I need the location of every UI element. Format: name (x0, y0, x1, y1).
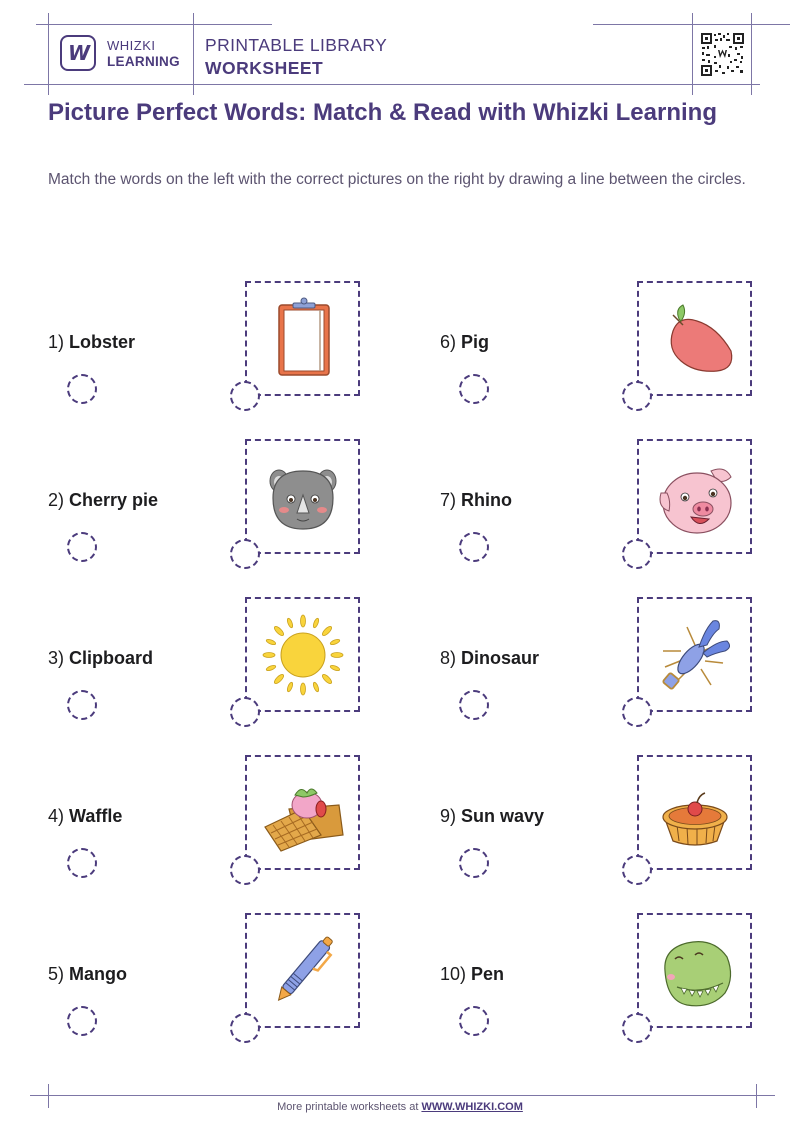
word-item-8 (440, 648, 539, 669)
header-mid-divider (193, 13, 194, 95)
logo-glyph: W (67, 41, 89, 65)
item-number: 2) (48, 490, 65, 510)
whizki-logo-icon (60, 35, 96, 71)
worksheet-label: WORKSHEET (205, 58, 324, 78)
pig-icon (651, 453, 739, 541)
picture-match-circle-2[interactable] (230, 539, 260, 569)
word-match-circle-7[interactable] (459, 532, 489, 562)
pen-icon (259, 927, 347, 1015)
item-word: Dinosaur (461, 648, 540, 668)
library-label: PRINTABLE LIBRARY (205, 35, 388, 55)
picture-box-10 (637, 913, 752, 1028)
picture-match-circle-6[interactable] (622, 381, 652, 411)
footer (0, 1101, 800, 1113)
item-word: Sun wavy (461, 806, 545, 826)
item-number: 5) (48, 964, 65, 984)
word-item-6 (440, 332, 489, 353)
item-word: Rhino (461, 490, 513, 510)
picture-box-9 (637, 755, 752, 870)
sun-icon (259, 611, 347, 699)
item-number: 4) (48, 806, 65, 826)
item-word: Lobster (69, 332, 136, 352)
picture-box-7 (637, 439, 752, 554)
header-qr-left-divider (692, 13, 693, 95)
item-word: Pig (461, 332, 490, 352)
qr-code-icon (700, 32, 745, 77)
word-match-circle-2[interactable] (67, 532, 97, 562)
header-bottom-rule (24, 84, 760, 85)
header-left-divider (48, 13, 49, 95)
word-match-circle-6[interactable] (459, 374, 489, 404)
item-word: Waffle (69, 806, 123, 826)
item-number: 1) (48, 332, 65, 352)
header-top-rule (36, 24, 272, 25)
picture-box-6 (637, 281, 752, 396)
item-number: 9) (440, 806, 457, 826)
footer-text: More printable worksheets at (277, 1101, 422, 1113)
page-title: Picture Perfect Words: Match & Read with Whizki Learning (48, 99, 717, 126)
item-word: Pen (471, 964, 505, 984)
picture-match-circle-4[interactable] (230, 855, 260, 885)
word-item-7 (440, 490, 512, 511)
item-word: Mango (69, 964, 128, 984)
item-word: Cherry pie (69, 490, 159, 510)
rhino-icon (259, 453, 347, 541)
word-match-circle-5[interactable] (67, 1006, 97, 1036)
word-match-circle-9[interactable] (459, 848, 489, 878)
word-item-3 (48, 648, 153, 669)
brand-name: WHIZKI (107, 38, 156, 53)
picture-match-circle-7[interactable] (622, 539, 652, 569)
word-match-circle-3[interactable] (67, 690, 97, 720)
picture-box-2 (245, 439, 360, 554)
item-number: 10) (440, 964, 467, 984)
item-number: 8) (440, 648, 457, 668)
picture-match-circle-8[interactable] (622, 697, 652, 727)
cherry-pie-icon (651, 769, 739, 857)
word-match-circle-1[interactable] (67, 374, 97, 404)
footer-link[interactable]: WWW.WHIZKI.COM (421, 1101, 523, 1113)
lobster-icon (651, 611, 739, 699)
word-item-5 (48, 964, 127, 985)
word-match-circle-10[interactable] (459, 1006, 489, 1036)
word-item-9 (440, 806, 544, 827)
picture-box-3 (245, 597, 360, 712)
item-number: 6) (440, 332, 457, 352)
item-word: Clipboard (69, 648, 154, 668)
picture-box-8 (637, 597, 752, 712)
word-match-circle-8[interactable] (459, 690, 489, 720)
picture-match-circle-9[interactable] (622, 855, 652, 885)
word-item-4 (48, 806, 122, 827)
header-qr-right-divider (751, 13, 752, 95)
item-number: 7) (440, 490, 457, 510)
clipboard-icon (259, 295, 347, 383)
mango-icon (651, 295, 739, 383)
picture-box-5 (245, 913, 360, 1028)
picture-match-circle-5[interactable] (230, 1013, 260, 1043)
picture-box-4 (245, 755, 360, 870)
word-item-1 (48, 332, 135, 353)
picture-match-circle-1[interactable] (230, 381, 260, 411)
brand-subname: LEARNING (107, 54, 180, 69)
footer-rule (30, 1095, 775, 1096)
word-item-10 (440, 964, 504, 985)
instructions-text: Match the words on the left with the correct pictures on the right by drawing a line between the circles. (48, 171, 746, 188)
waffle-icon (259, 769, 347, 857)
picture-match-circle-10[interactable] (622, 1013, 652, 1043)
word-match-circle-4[interactable] (67, 848, 97, 878)
word-item-2 (48, 490, 158, 511)
picture-box-1 (245, 281, 360, 396)
picture-match-circle-3[interactable] (230, 697, 260, 727)
dinosaur-icon (651, 927, 739, 1015)
item-number: 3) (48, 648, 65, 668)
